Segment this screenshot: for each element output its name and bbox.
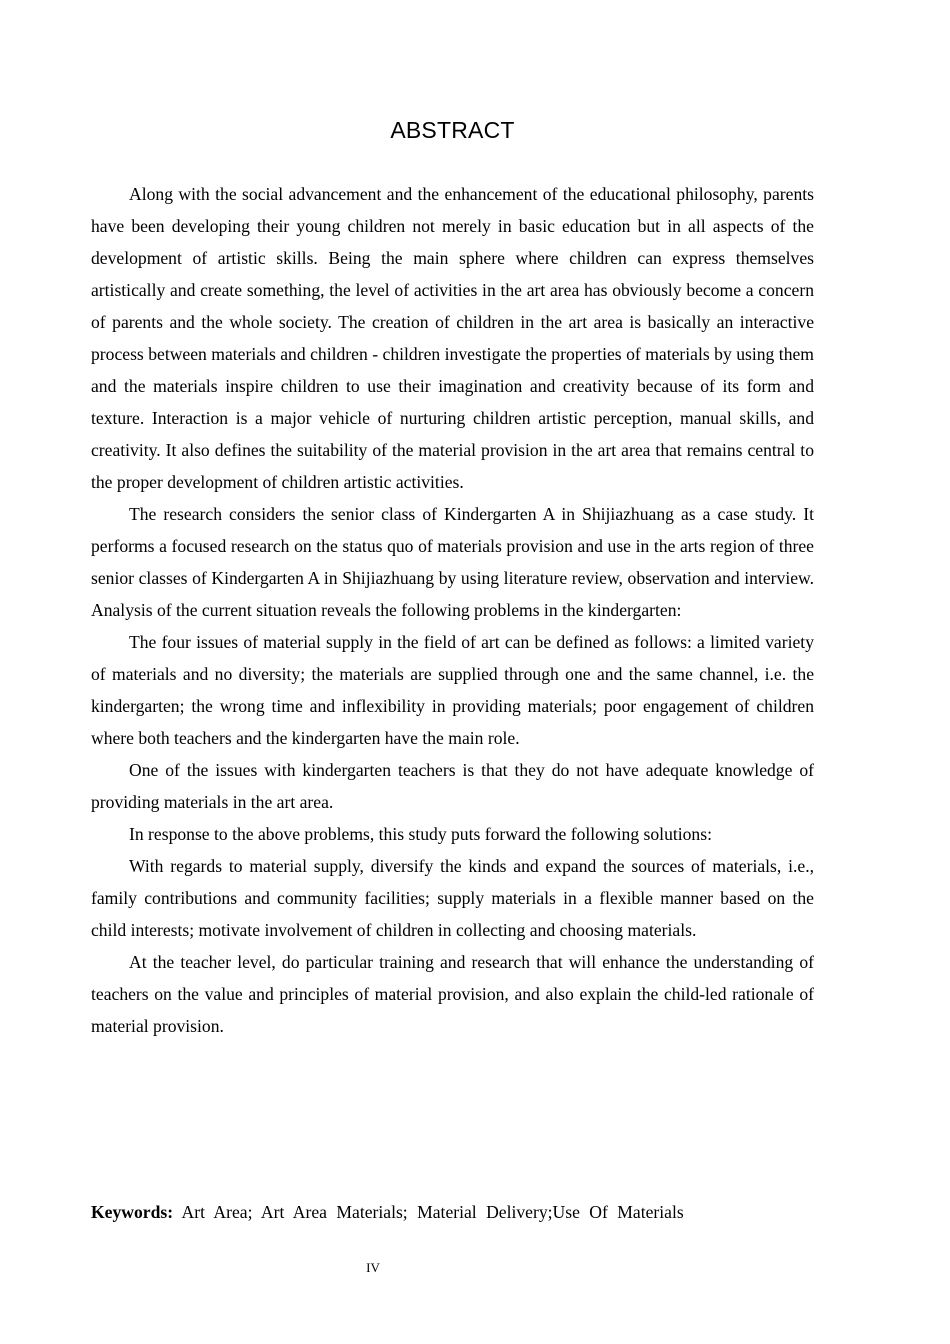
keywords-text: Art Area; Art Area Materials; Material Delivery;Use Of Materials <box>181 1202 684 1222</box>
abstract-paragraph: The four issues of material supply in the field of art can be defined as follows: a limited variety of materials and no diversity; the materials are supplied through one and the same channel, i.e. the kindergarten; the wrong time and inflexibility in providing materials; poor engagement of children where both teachers and the kindergarten have the main role. <box>91 632 814 748</box>
abstract-paragraph: Along with the social advancement and the enhancement of the educational philosophy, parents have been developing their young children not merely in basic education but in all aspects of the development of artistic skills. Being the main sphere where children can express themselves artistically and create something, the level of activities in the art area has obviously become a concern of parents and the whole society. The creation of children in the art area is basically an interactive process between materials and children - children investigate the properties of materials by using them and the materials inspire children to use their imagination and creativity because of its form and texture. Interaction is a major vehicle of nurturing children artistic perception, manual skills, and creativity. It also defines the suitability of the material provision in the art area that remains central to the proper development of children artistic activities. <box>91 184 814 492</box>
abstract-paragraph: With regards to material supply, diversify the kinds and expand the sources of materials, i.e., family contributions and community facilities; supply materials in a flexible manner based on the child interests; motivate involvement of children in collecting and choosing materials. <box>91 856 814 940</box>
abstract-paragraph: In response to the above problems, this study puts forward the following solutions: <box>129 824 712 844</box>
keywords-line <box>91 1196 814 1228</box>
abstract-title: ABSTRACT <box>390 117 515 143</box>
abstract-body <box>91 178 814 1042</box>
keywords-label: Keywords: <box>91 1202 174 1222</box>
abstract-paragraph: At the teacher level, do particular training and research that will enhance the understanding of teachers on the value and principles of material provision, and also explain the child-led rationale of material provision. <box>91 952 814 1036</box>
page-number: IV <box>366 1260 380 1275</box>
abstract-paragraph: The research considers the senior class of Kindergarten A in Shijiazhuang as a case study. It performs a focused research on the status quo of materials provision and use in the arts region of three senior classes of Kindergarten A in Shijiazhuang by using literature review, observation and interview. Analysis of the current situation reveals the following problems in the kindergarten: <box>91 504 814 620</box>
abstract-paragraph: One of the issues with kindergarten teachers is that they do not have adequate knowledge of providing materials in the art area. <box>91 760 814 812</box>
